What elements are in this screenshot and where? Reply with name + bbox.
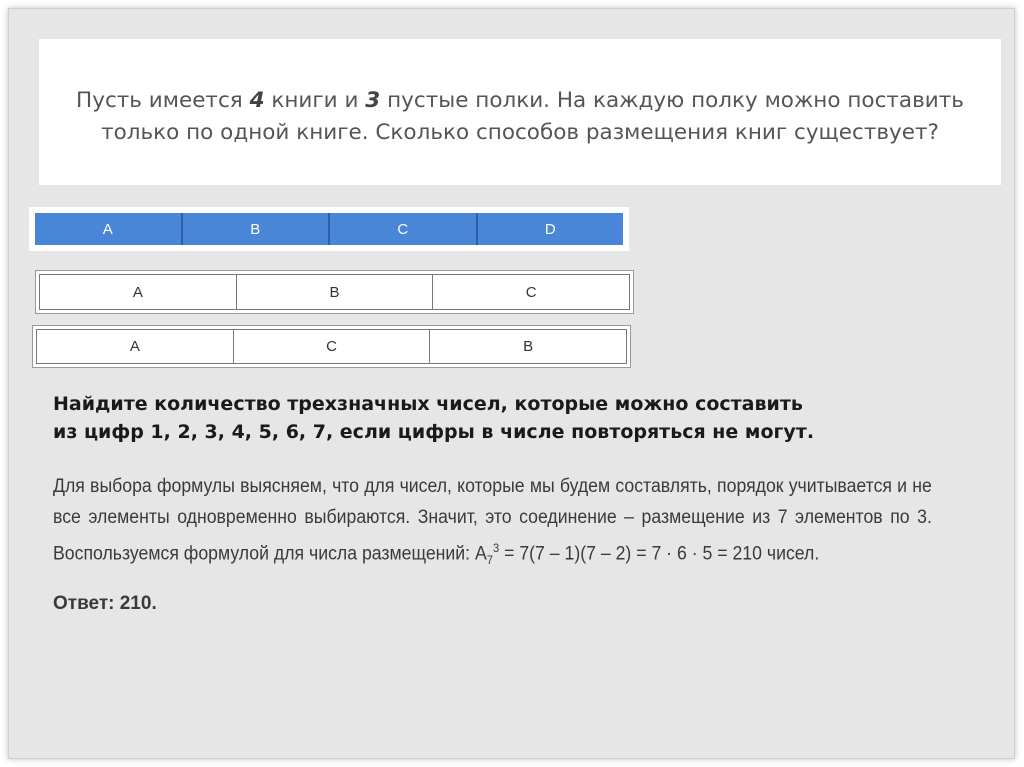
- table-cell: C: [330, 213, 478, 245]
- slide: [8, 8, 1015, 759]
- table-cell: A: [35, 213, 183, 245]
- task-line-1: Найдите количество трехзначных чисел, которые можно составить: [53, 393, 803, 415]
- problem-line-2: только по одной книге. Сколько способов размещения книг существует?: [101, 120, 939, 145]
- table-cell: C: [234, 330, 431, 363]
- formula-subscript: 7: [486, 553, 493, 568]
- table-row-books: [29, 207, 629, 251]
- task-statement: [53, 390, 983, 446]
- table-cell: D: [544, 220, 556, 238]
- problem-statement: [39, 39, 1001, 185]
- solution-body: Для выбора формулы выясняем, что для чисел, которые мы будем составлять, порядок учитывается и не все элементы одновременно выбираются. Значит, это соединение – размещение из 7 элементов по 3. Воспользуемся формулой для числа размещений: A: [53, 476, 932, 565]
- table-cell: A: [37, 330, 234, 363]
- table-row-arrangement-2: [33, 326, 630, 367]
- table-cell: B: [183, 213, 331, 245]
- table-cell: C: [525, 283, 537, 301]
- table-row-arrangement-1: [36, 271, 633, 313]
- table-cell: A: [40, 275, 237, 309]
- books-count: 4: [249, 88, 265, 113]
- task-line-2: из цифр 1, 2, 3, 4, 5, 6, 7, если цифры в числе повторяться не могут.: [53, 421, 815, 443]
- problem-text: книги и: [264, 88, 366, 113]
- shelves-count: 3: [365, 88, 381, 113]
- solution-text: [53, 471, 932, 576]
- table-cell: B: [523, 338, 534, 355]
- problem-line-1: [59, 85, 981, 117]
- formula-superscript: 3: [492, 541, 500, 555]
- answer: Ответ: 210.: [53, 593, 157, 614]
- table-cell: B: [237, 275, 434, 309]
- problem-text: пустые полки. На каждую полку можно поставить: [380, 88, 964, 113]
- solution-formula: = 7(7 – 1)(7 – 2) = 7 · 6 · 5 = 210 чисел.: [499, 543, 820, 565]
- problem-text: Пусть имеется: [76, 88, 250, 113]
